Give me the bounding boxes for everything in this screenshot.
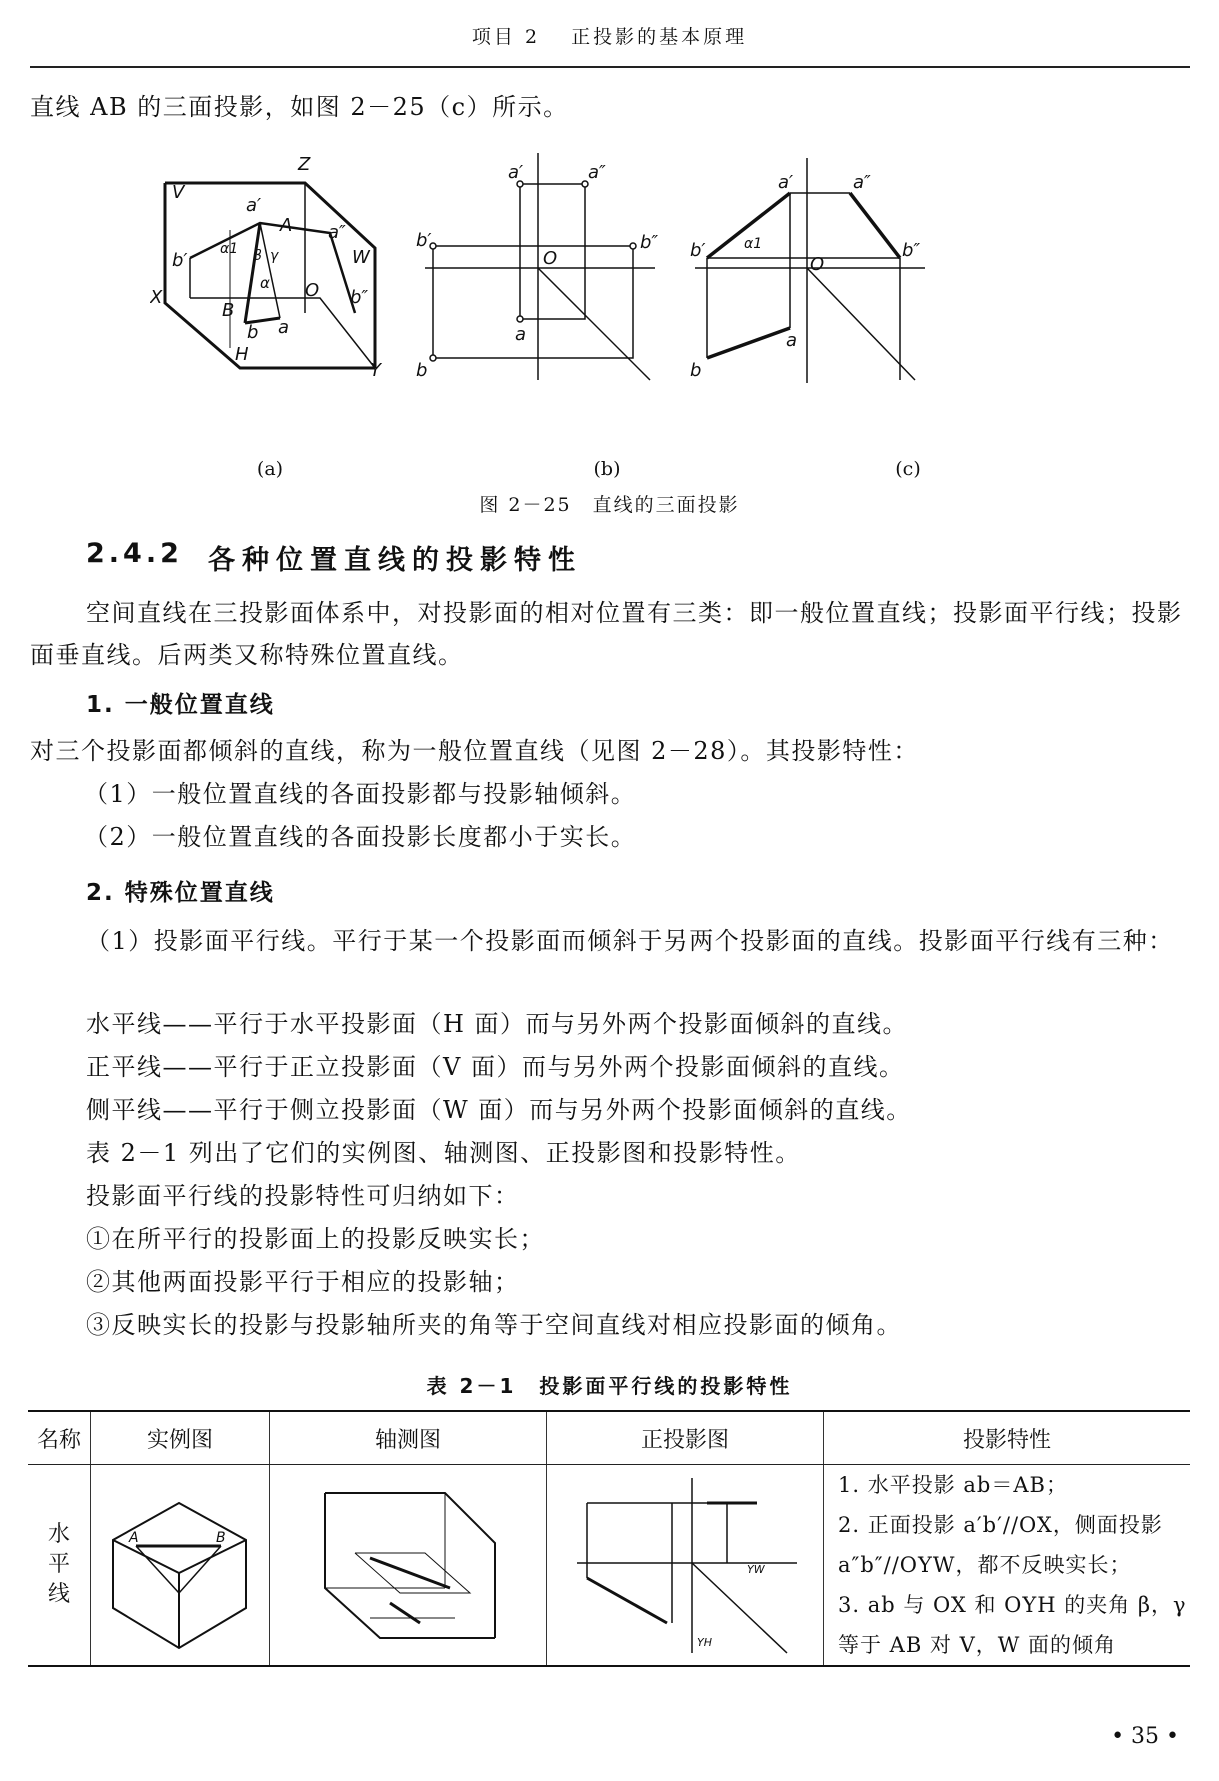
label-a2: a″ (328, 222, 346, 243)
prop-2: 2. 正面投影 a′b′//OX，侧面投影 a″b″//OYW，都不反映实长； (838, 1513, 1163, 1577)
sub2-line3: 侧平线——平行于侧立投影面（W 面）而与另外两个投影面倾斜的直线。 (86, 1096, 912, 1124)
label-b-b2: b″ (640, 232, 659, 253)
label-H: H (235, 344, 249, 365)
example-drawing (91, 1468, 267, 1658)
sub1-item2: （2）一般位置直线的各面投影长度都小于实长。 (84, 823, 637, 851)
table-row (28, 1465, 1190, 1667)
label-a: a (278, 317, 290, 338)
th-orthographic: 正投影图 (547, 1411, 824, 1465)
running-header: 项目 2 正投影的基本原理 (471, 26, 748, 48)
label-c-b: b (690, 360, 702, 381)
label-c-alpha1: α1 (744, 236, 763, 252)
label-b-a1: a′ (508, 162, 524, 183)
sub2-para1: （1）投影面平行线。平行于某一个投影面而倾斜于另两个投影面的直线。投影面平行线有三种： (86, 927, 1174, 955)
figure-sub-c: (c) (895, 458, 921, 480)
label-c-b1: b′ (690, 240, 706, 261)
label-Z: Z (298, 154, 311, 175)
figure-a (165, 183, 375, 368)
label-A: A (280, 215, 293, 236)
iso-label-A: A (129, 1530, 139, 1546)
label-alpha1: α1 (220, 241, 239, 257)
sub2-line2: 正平线——平行于正立投影面（V 面）而与另外两个投影面倾斜的直线。 (86, 1053, 905, 1081)
label-X: X (150, 287, 163, 308)
figure-caption: 图 2－25 直线的三面投影 (479, 494, 740, 516)
figure-b (425, 153, 655, 380)
sub2-conclusion1: ①在所平行的投影面上的投影反映实长； (86, 1225, 545, 1253)
proj-label-YH: YH (697, 1636, 712, 1649)
row-axonometric (270, 1465, 547, 1667)
sub2-line1: 水平线——平行于水平投影面（H 面）而与另外两个投影面倾斜的直线。 (86, 1010, 909, 1038)
label-b-a2: a″ (588, 162, 606, 183)
th-properties: 投影特性 (824, 1411, 1191, 1465)
sub1-para: 对三个投影面都倾斜的直线，称为一般位置直线（见图 2－28）。其投影特性： (30, 737, 919, 765)
row-example (91, 1465, 270, 1667)
th-axonometric: 轴测图 (270, 1411, 547, 1465)
th-example: 实例图 (91, 1411, 270, 1465)
label-Y: Y (370, 360, 381, 381)
figure-2-25 (150, 148, 1070, 398)
label-c-a: a (786, 330, 798, 351)
header-rule (30, 66, 1190, 68)
label-gamma: γ (270, 248, 279, 264)
section-number: 2.4.2 (86, 538, 183, 569)
label-V: V (172, 182, 185, 203)
table-caption: 表 2－1 投影面平行线的投影特性 (426, 1374, 793, 1398)
prop-1: 1. 水平投影 ab＝AB； (838, 1473, 1068, 1497)
label-b-b1: b′ (416, 230, 432, 251)
figure-sub-b: (b) (593, 458, 621, 480)
label-W: W (352, 247, 370, 268)
label-O: O (305, 280, 320, 301)
label-c-a1: a′ (778, 172, 794, 193)
section-para1: 空间直线在三投影面体系中，对投影面的相对位置有三类：即一般位置直线；投影面平行线；投影面垂直线。后两类又称特殊位置直线。 (30, 599, 1183, 669)
proj-label-YW: YW (747, 1563, 765, 1576)
label-beta: β (253, 248, 262, 264)
table-2-1 (28, 1410, 1190, 1667)
subsection-1-title: 1. 一般位置直线 (86, 692, 275, 718)
label-b1: b′ (172, 250, 188, 271)
label-c-O: O (810, 254, 825, 275)
label-b: b (247, 322, 259, 343)
intro-paragraph: 直线 AB 的三面投影，如图 2－25（c）所示。 (30, 93, 569, 121)
prop-3: 3. ab 与 OX 和 OYH 的夹角 β，γ 等于 AB 对 V，W 面的倾角 (838, 1593, 1187, 1657)
figure-sub-a: (a) (256, 458, 284, 480)
label-b-O: O (543, 248, 558, 269)
label-a1: a′ (246, 195, 262, 216)
row-orthographic (547, 1465, 824, 1667)
axonometric-drawing (270, 1468, 544, 1658)
table-header-row (28, 1411, 1190, 1465)
label-c-a2: a″ (853, 172, 871, 193)
row-name-text: 水 平 线 (47, 1522, 70, 1607)
subsection-2-title: 2. 特殊位置直线 (86, 880, 275, 906)
label-B: B (222, 300, 235, 321)
label-b-b: b (416, 360, 428, 381)
section-title: 各种位置直线的投影特性 (208, 545, 582, 576)
page-number: • 35 • (1111, 1724, 1179, 1749)
th-name: 名称 (28, 1411, 91, 1465)
orthographic-drawing (547, 1468, 821, 1658)
label-b-a: a (515, 324, 527, 345)
label-c-b2: b″ (902, 240, 921, 261)
sub1-item1: （1）一般位置直线的各面投影都与投影轴倾斜。 (84, 780, 637, 808)
sub2-para3: 投影面平行线的投影特性可归纳如下： (86, 1182, 520, 1210)
label-b2: b″ (350, 287, 369, 308)
sub2-conclusion2: ②其他两面投影平行于相应的投影轴； (86, 1268, 520, 1296)
label-alpha: α (260, 274, 270, 292)
sub2-para2: 表 2－1 列出了它们的实例图、轴测图、正投影图和投影特性。 (86, 1139, 801, 1167)
sub2-conclusion3: ③反映实长的投影与投影轴所夹的角等于空间直线对相应投影面的倾角。 (86, 1311, 902, 1339)
iso-label-B: B (216, 1530, 226, 1546)
row-properties (824, 1465, 1191, 1667)
row-name (28, 1465, 91, 1667)
